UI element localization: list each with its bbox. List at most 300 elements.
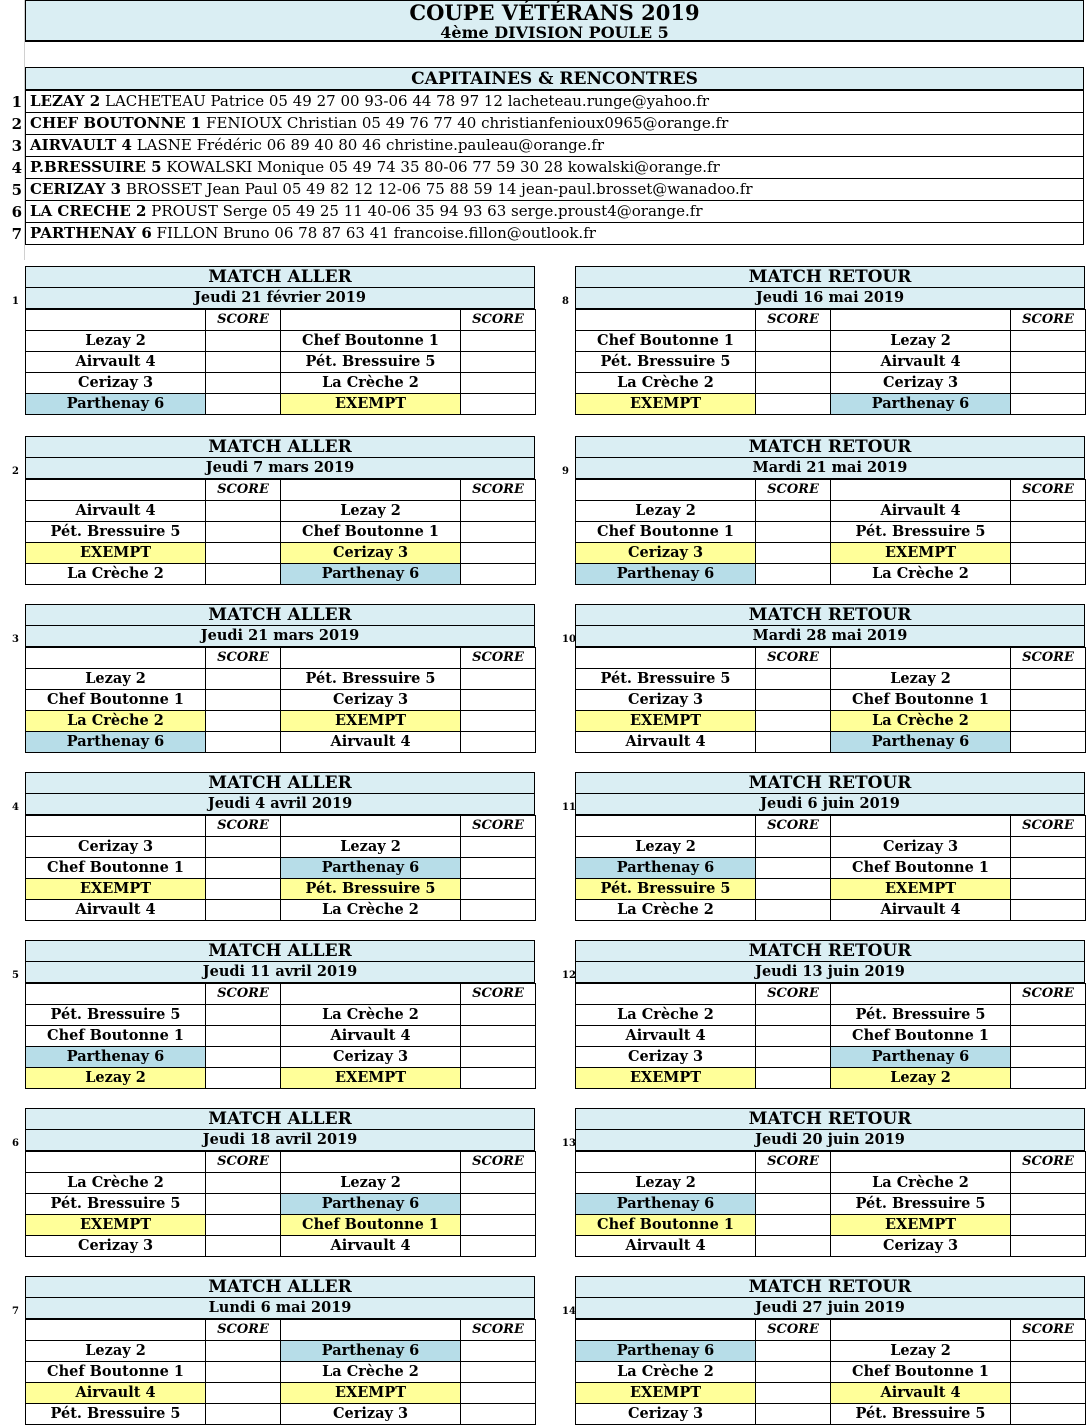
away-score-cell[interactable] [1011, 543, 1086, 564]
away-score-cell[interactable] [1011, 373, 1086, 394]
home-score-cell[interactable] [756, 394, 831, 415]
away-score-cell[interactable] [461, 1173, 536, 1194]
away-team: EXEMPT [831, 1215, 1011, 1236]
home-team: La Crèche 2 [26, 1173, 206, 1194]
captain-number: 4 [11, 159, 22, 177]
away-score-cell[interactable] [1011, 900, 1086, 921]
away-team: EXEMPT [831, 543, 1011, 564]
away-score-cell[interactable] [461, 331, 536, 352]
captain-number: 7 [11, 225, 22, 243]
away-score-cell[interactable] [461, 669, 536, 690]
away-score-cell[interactable] [461, 1404, 536, 1425]
fixture-table [25, 1319, 536, 1425]
away-team: Parthenay 6 [281, 1341, 461, 1362]
captain-details: KOWALSKI Monique 05 49 74 35 80-06 77 59 30 28 kowalski@orange.fr [166, 158, 720, 176]
home-score-cell[interactable] [756, 1236, 831, 1257]
score-header: SCORE [1011, 648, 1086, 669]
fixture-table [575, 815, 1086, 921]
round-block [562, 266, 1085, 415]
away-score-cell[interactable] [461, 1341, 536, 1362]
home-score-cell[interactable] [206, 1026, 281, 1047]
away-score-cell[interactable] [461, 711, 536, 732]
round-date: Jeudi 18 avril 2019 [25, 1130, 535, 1151]
round-date: Jeudi 4 avril 2019 [25, 794, 535, 815]
match-row [576, 1068, 1086, 1089]
away-score-cell[interactable] [1011, 690, 1086, 711]
home-score-cell[interactable] [756, 1005, 831, 1026]
home-score-cell[interactable] [206, 1236, 281, 1257]
blank-cell [26, 310, 206, 331]
blank-cell [26, 648, 206, 669]
away-team: Lezay 2 [831, 669, 1011, 690]
match-row [26, 1362, 536, 1383]
home-score-cell[interactable] [756, 690, 831, 711]
away-score-cell[interactable] [1011, 522, 1086, 543]
captain-text [25, 113, 1084, 135]
fixture-table [575, 479, 1086, 585]
home-score-cell[interactable] [756, 732, 831, 753]
away-team: Cerizay 3 [281, 690, 461, 711]
home-score-cell[interactable] [206, 373, 281, 394]
match-row [576, 1005, 1086, 1026]
home-score-cell[interactable] [206, 1383, 281, 1404]
home-score-cell[interactable] [206, 501, 281, 522]
score-header: SCORE [1011, 816, 1086, 837]
away-score-cell[interactable] [1011, 1047, 1086, 1068]
away-score-cell[interactable] [1011, 1362, 1086, 1383]
home-score-cell[interactable] [206, 711, 281, 732]
away-score-cell[interactable] [1011, 331, 1086, 352]
away-score-cell[interactable] [1011, 564, 1086, 585]
away-score-cell[interactable] [461, 522, 536, 543]
away-team: Airvault 4 [281, 732, 461, 753]
home-score-cell[interactable] [206, 837, 281, 858]
home-team: Pét. Bressuire 5 [26, 1005, 206, 1026]
home-team: EXEMPT [26, 1215, 206, 1236]
captain-number: 1 [11, 93, 22, 111]
score-header-row [26, 816, 536, 837]
away-score-cell[interactable] [1011, 732, 1086, 753]
home-team: EXEMPT [26, 543, 206, 564]
home-score-cell[interactable] [206, 1047, 281, 1068]
match-row [576, 732, 1086, 753]
score-header: SCORE [461, 816, 536, 837]
captain-row [0, 91, 1085, 113]
home-score-cell[interactable] [756, 669, 831, 690]
blank-cell [576, 1152, 756, 1173]
home-team: Parthenay 6 [576, 1194, 756, 1215]
match-row [576, 501, 1086, 522]
away-score-cell[interactable] [461, 1362, 536, 1383]
away-score-cell[interactable] [461, 1047, 536, 1068]
away-score-cell[interactable] [461, 1194, 536, 1215]
home-score-cell[interactable] [206, 331, 281, 352]
home-team: Pét. Bressuire 5 [26, 522, 206, 543]
home-score-cell[interactable] [206, 1068, 281, 1089]
captain-club: CERIZAY 3 [30, 180, 122, 198]
match-row [26, 858, 536, 879]
home-score-cell[interactable] [756, 1404, 831, 1425]
score-header: SCORE [206, 1152, 281, 1173]
away-score-cell[interactable] [461, 501, 536, 522]
away-score-cell[interactable] [1011, 711, 1086, 732]
home-score-cell[interactable] [206, 1005, 281, 1026]
round-title: MATCH RETOUR [575, 772, 1085, 794]
captain-club: PARTHENAY 6 [30, 224, 152, 242]
score-header: SCORE [756, 984, 831, 1005]
away-team: EXEMPT [281, 1383, 461, 1404]
match-row [576, 669, 1086, 690]
away-team: Cerizay 3 [281, 1404, 461, 1425]
captain-number: 3 [11, 137, 22, 155]
home-team: Chef Boutonne 1 [576, 522, 756, 543]
away-score-cell[interactable] [461, 352, 536, 373]
round-date: Jeudi 16 mai 2019 [575, 288, 1085, 309]
away-score-cell[interactable] [461, 1383, 536, 1404]
home-score-cell[interactable] [756, 1047, 831, 1068]
round-date: Jeudi 27 juin 2019 [575, 1298, 1085, 1319]
home-team: EXEMPT [576, 1383, 756, 1404]
score-header: SCORE [756, 310, 831, 331]
home-team: Lezay 2 [26, 331, 206, 352]
home-score-cell[interactable] [206, 732, 281, 753]
round-block [562, 772, 1085, 921]
round-block [562, 1108, 1085, 1257]
score-header: SCORE [1011, 984, 1086, 1005]
match-row [26, 331, 536, 352]
home-team: EXEMPT [576, 711, 756, 732]
blank-cell [281, 984, 461, 1005]
home-team: Lezay 2 [26, 1341, 206, 1362]
score-header: SCORE [756, 648, 831, 669]
away-score-cell[interactable] [1011, 858, 1086, 879]
away-team: La Crèche 2 [831, 711, 1011, 732]
away-team: Airvault 4 [831, 1383, 1011, 1404]
round-block [12, 604, 535, 753]
score-header: SCORE [206, 310, 281, 331]
home-team: EXEMPT [576, 394, 756, 415]
blank-cell [26, 1320, 206, 1341]
home-score-cell[interactable] [756, 352, 831, 373]
home-score-cell[interactable] [206, 858, 281, 879]
match-row [26, 1404, 536, 1425]
away-score-cell[interactable] [461, 1215, 536, 1236]
match-row [576, 394, 1086, 415]
away-team: Airvault 4 [831, 501, 1011, 522]
blank-cell [831, 480, 1011, 501]
round-title: MATCH ALLER [25, 266, 535, 288]
home-score-cell[interactable] [756, 900, 831, 921]
home-team: Lezay 2 [576, 837, 756, 858]
home-score-cell[interactable] [756, 711, 831, 732]
away-team: Parthenay 6 [281, 1194, 461, 1215]
round-block [12, 1276, 535, 1425]
away-score-cell[interactable] [1011, 394, 1086, 415]
home-score-cell[interactable] [756, 879, 831, 900]
score-header: SCORE [461, 480, 536, 501]
score-header: SCORE [461, 1320, 536, 1341]
match-row [26, 1215, 536, 1236]
captain-details: BROSSET Jean Paul 05 49 82 12 12-06 75 88 59 14 jean-paul.brosset@wanadoo.fr [125, 180, 753, 198]
blank-cell [281, 480, 461, 501]
home-score-cell[interactable] [756, 1341, 831, 1362]
away-team: Pét. Bressuire 5 [831, 522, 1011, 543]
away-score-cell[interactable] [461, 900, 536, 921]
score-header: SCORE [206, 1320, 281, 1341]
home-score-cell[interactable] [206, 1215, 281, 1236]
captain-details: FENIOUX Christian 05 49 76 77 40 christianfenioux0965@orange.fr [206, 114, 729, 132]
score-header: SCORE [756, 480, 831, 501]
home-score-cell[interactable] [206, 1404, 281, 1425]
round-title: MATCH ALLER [25, 1108, 535, 1130]
away-score-cell[interactable] [1011, 1404, 1086, 1425]
home-score-cell[interactable] [206, 394, 281, 415]
away-score-cell[interactable] [461, 373, 536, 394]
away-score-cell[interactable] [461, 1005, 536, 1026]
home-team: Cerizay 3 [576, 543, 756, 564]
home-team: Lezay 2 [576, 1173, 756, 1194]
away-score-cell[interactable] [1011, 1236, 1086, 1257]
match-row [576, 1194, 1086, 1215]
blank-cell [831, 1152, 1011, 1173]
match-row [26, 352, 536, 373]
home-score-cell[interactable] [206, 543, 281, 564]
away-score-cell[interactable] [1011, 1173, 1086, 1194]
home-score-cell[interactable] [756, 837, 831, 858]
blank-cell [831, 1320, 1011, 1341]
away-score-cell[interactable] [461, 690, 536, 711]
blank-cell [281, 310, 461, 331]
home-score-cell[interactable] [756, 522, 831, 543]
home-team: Parthenay 6 [576, 564, 756, 585]
away-team: Chef Boutonne 1 [831, 1362, 1011, 1383]
home-team: Cerizay 3 [576, 1404, 756, 1425]
match-row [576, 522, 1086, 543]
away-score-cell[interactable] [1011, 879, 1086, 900]
match-row [26, 1173, 536, 1194]
home-team: Cerizay 3 [26, 837, 206, 858]
home-score-cell[interactable] [206, 1194, 281, 1215]
home-score-cell[interactable] [756, 1362, 831, 1383]
match-row [576, 1173, 1086, 1194]
home-score-cell[interactable] [206, 690, 281, 711]
away-score-cell[interactable] [1011, 352, 1086, 373]
home-score-cell[interactable] [756, 373, 831, 394]
away-score-cell[interactable] [461, 543, 536, 564]
home-team: Cerizay 3 [26, 1236, 206, 1257]
away-score-cell[interactable] [461, 837, 536, 858]
away-team: Pét. Bressuire 5 [831, 1005, 1011, 1026]
away-team: Lezay 2 [281, 1173, 461, 1194]
round-block [12, 1108, 535, 1257]
score-header: SCORE [1011, 1320, 1086, 1341]
score-header: SCORE [1011, 1152, 1086, 1173]
blank-cell [576, 984, 756, 1005]
home-team: Parthenay 6 [26, 1047, 206, 1068]
round-block [562, 604, 1085, 753]
round-title: MATCH ALLER [25, 772, 535, 794]
home-score-cell[interactable] [206, 564, 281, 585]
match-row [26, 1068, 536, 1089]
score-header-row [26, 1152, 536, 1173]
captain-details: PROUST Serge 05 49 25 11 40-06 35 94 93 63 serge.proust4@orange.fr [151, 202, 703, 220]
round-title: MATCH RETOUR [575, 1108, 1085, 1130]
captain-details: LASNE Frédéric 06 89 40 80 46 christine.pauleau@orange.fr [136, 136, 605, 154]
score-header: SCORE [1011, 310, 1086, 331]
score-header-row [26, 648, 536, 669]
home-score-cell[interactable] [756, 543, 831, 564]
captain-club: P.BRESSUIRE 5 [30, 158, 162, 176]
away-score-cell[interactable] [1011, 1005, 1086, 1026]
round-number: 12 [562, 970, 576, 981]
round-date: Mardi 28 mai 2019 [575, 626, 1085, 647]
away-score-cell[interactable] [1011, 1068, 1086, 1089]
home-score-cell[interactable] [206, 669, 281, 690]
home-team: Chef Boutonne 1 [26, 690, 206, 711]
away-score-cell[interactable] [461, 879, 536, 900]
away-score-cell[interactable] [461, 1068, 536, 1089]
home-score-cell[interactable] [756, 858, 831, 879]
score-header: SCORE [206, 648, 281, 669]
round-date: Jeudi 21 mars 2019 [25, 626, 535, 647]
home-team: Pét. Bressuire 5 [26, 1404, 206, 1425]
match-row [26, 522, 536, 543]
home-score-cell[interactable] [756, 331, 831, 352]
home-team: Airvault 4 [576, 732, 756, 753]
captain-row [0, 157, 1085, 179]
away-score-cell[interactable] [461, 394, 536, 415]
match-row [26, 1026, 536, 1047]
round-title: MATCH RETOUR [575, 604, 1085, 626]
home-score-cell[interactable] [206, 1341, 281, 1362]
away-team: Chef Boutonne 1 [281, 1215, 461, 1236]
away-team: Parthenay 6 [281, 564, 461, 585]
away-score-cell[interactable] [461, 732, 536, 753]
round-date: Mardi 21 mai 2019 [575, 458, 1085, 479]
away-score-cell[interactable] [1011, 837, 1086, 858]
away-team: Pét. Bressuire 5 [281, 879, 461, 900]
away-score-cell[interactable] [461, 1026, 536, 1047]
blank-cell [831, 648, 1011, 669]
home-score-cell[interactable] [756, 564, 831, 585]
round-block [562, 1276, 1085, 1425]
captain-number: 6 [11, 203, 22, 221]
blank-cell [26, 1152, 206, 1173]
away-score-cell[interactable] [461, 1236, 536, 1257]
away-team: La Crèche 2 [831, 564, 1011, 585]
home-score-cell[interactable] [756, 1383, 831, 1404]
home-team: Chef Boutonne 1 [26, 1362, 206, 1383]
blank-cell [576, 816, 756, 837]
match-row [26, 690, 536, 711]
round-number: 3 [12, 634, 19, 645]
away-score-cell[interactable] [461, 858, 536, 879]
away-score-cell[interactable] [1011, 669, 1086, 690]
blank-cell [26, 816, 206, 837]
away-team: EXEMPT [281, 1068, 461, 1089]
away-team: Cerizay 3 [281, 1047, 461, 1068]
round-block [12, 266, 535, 415]
home-score-cell[interactable] [206, 352, 281, 373]
home-score-cell[interactable] [756, 501, 831, 522]
away-score-cell[interactable] [1011, 501, 1086, 522]
home-score-cell[interactable] [756, 1173, 831, 1194]
score-header: SCORE [461, 984, 536, 1005]
home-score-cell[interactable] [206, 879, 281, 900]
round-date: Jeudi 7 mars 2019 [25, 458, 535, 479]
home-score-cell[interactable] [756, 1026, 831, 1047]
away-score-cell[interactable] [1011, 1383, 1086, 1404]
away-score-cell[interactable] [1011, 1215, 1086, 1236]
away-team: Parthenay 6 [831, 394, 1011, 415]
round-block [12, 940, 535, 1089]
match-row [26, 564, 536, 585]
home-team: Cerizay 3 [576, 1047, 756, 1068]
fixture-table [25, 815, 536, 921]
round-number: 14 [562, 1306, 576, 1317]
away-score-cell[interactable] [1011, 1026, 1086, 1047]
blank-cell [281, 1320, 461, 1341]
home-team: Cerizay 3 [576, 690, 756, 711]
home-score-cell[interactable] [206, 1173, 281, 1194]
score-header-row [576, 816, 1086, 837]
match-row [576, 543, 1086, 564]
fixture-table [25, 1151, 536, 1257]
round-number: 2 [12, 466, 19, 477]
away-team: Lezay 2 [831, 1068, 1011, 1089]
home-team: Lezay 2 [576, 501, 756, 522]
captain-club: LEZAY 2 [30, 92, 101, 110]
home-team: Airvault 4 [576, 1026, 756, 1047]
away-score-cell[interactable] [1011, 1194, 1086, 1215]
away-score-cell[interactable] [461, 564, 536, 585]
blank-cell [26, 984, 206, 1005]
score-header: SCORE [461, 310, 536, 331]
away-team: Cerizay 3 [281, 543, 461, 564]
blank-cell [281, 816, 461, 837]
home-team: Parthenay 6 [576, 858, 756, 879]
round-title: MATCH ALLER [25, 604, 535, 626]
home-score-cell[interactable] [206, 900, 281, 921]
home-score-cell[interactable] [756, 1194, 831, 1215]
home-team: La Crèche 2 [576, 1005, 756, 1026]
away-team: Chef Boutonne 1 [831, 690, 1011, 711]
home-team: Lezay 2 [26, 1068, 206, 1089]
match-row [26, 879, 536, 900]
away-score-cell[interactable] [1011, 1341, 1086, 1362]
away-team: Parthenay 6 [281, 858, 461, 879]
home-team: Parthenay 6 [26, 732, 206, 753]
home-score-cell[interactable] [206, 1362, 281, 1383]
round-block [562, 436, 1085, 585]
score-header: SCORE [1011, 480, 1086, 501]
round-date: Jeudi 11 avril 2019 [25, 962, 535, 983]
match-row [576, 1404, 1086, 1425]
home-score-cell[interactable] [756, 1068, 831, 1089]
match-row [26, 1005, 536, 1026]
home-score-cell[interactable] [206, 522, 281, 543]
round-number: 10 [562, 634, 576, 645]
captains-heading: CAPITAINES & RENCONTRES [25, 67, 1084, 91]
home-team: La Crèche 2 [26, 564, 206, 585]
round-block [12, 436, 535, 585]
home-team: Chef Boutonne 1 [576, 1215, 756, 1236]
match-row [576, 352, 1086, 373]
fixture-table [575, 1151, 1086, 1257]
round-date: Jeudi 13 juin 2019 [575, 962, 1085, 983]
home-score-cell[interactable] [756, 1215, 831, 1236]
match-row [576, 1341, 1086, 1362]
